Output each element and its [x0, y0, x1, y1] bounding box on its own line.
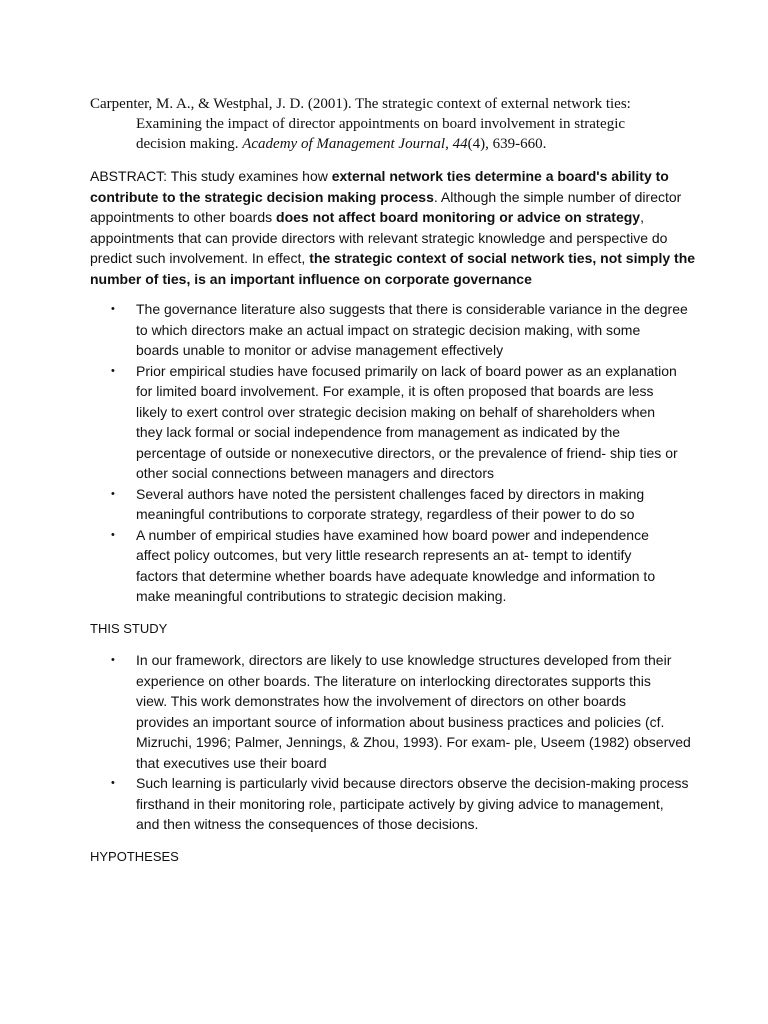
bullet-icon: • [111, 487, 115, 500]
abstract-line [90, 207, 690, 228]
bullet-line: affect policy outcomes, but very little research represents an at- tempt to identify [136, 547, 632, 563]
bullet-line: and then witness the consequences of those decisions. [136, 816, 479, 832]
bullet-icon: • [111, 777, 115, 789]
abstract-line [90, 187, 690, 208]
findings-bullet-list [90, 299, 690, 607]
abstract-emphasis: contribute to the strategic decision making process [90, 188, 434, 205]
bullet-line: percentage of outside or nonexecutive directors, or the prevalence of friend- ship ties or [136, 444, 678, 461]
section-heading-this-study: THIS STUDY [90, 621, 168, 636]
abstract-line [90, 248, 696, 269]
abstract-paragraph [90, 166, 696, 289]
bullet-line: boards unable to monitor or advise management effectively [136, 342, 504, 358]
journal-volume: 44 [452, 136, 468, 152]
bullet-line: factors that determine whether boards have adequate knowledge and information to [136, 567, 656, 584]
abstract-emphasis: does not affect board monitoring or advice on strategy [276, 209, 641, 225]
abstract-emphasis: number of ties, is an important influence on corporate governance [90, 270, 532, 287]
bullet-line: view. This work demonstrates how the involvement of directors on other boards [136, 693, 626, 709]
bullet-line: provides an important source of information about business practices and policies (cf. [136, 713, 665, 730]
abstract-emphasis: the strategic context of social network ties, not simply the [309, 250, 696, 266]
abstract-label: ABSTRACT: [90, 168, 171, 184]
bullet-line: for limited board involvement. For example, it is often proposed that boards are less [136, 383, 654, 399]
bullet-line: The governance literature also suggests that there is considerable variance in the degree [136, 301, 688, 317]
citation-issue-pages: (4), 639-660. [467, 136, 547, 152]
bullet-line: other social connections between managers and directors [136, 465, 494, 481]
abstract-text: . Although the simple number of director [433, 188, 682, 205]
abstract-text: appointments to other boards [90, 209, 277, 225]
bullet-icon: • [111, 528, 115, 541]
bullet-line: firsthand in their monitoring role, participate actively by giving advice to management, [136, 795, 664, 812]
bullet-item [90, 361, 690, 484]
abstract-line [90, 269, 690, 290]
bullet-item [90, 484, 690, 525]
citation-line [90, 134, 680, 154]
bullet-line: Prior empirical studies have focused primarily on lack of board power as an explanation [136, 362, 677, 379]
bullet-line: meaningful contributions to corporate strategy, regardless of their power to do so [136, 506, 635, 522]
bullet-line: that executives use their board [136, 754, 327, 771]
bullet-item [90, 299, 690, 361]
this-study-bullet-list [90, 650, 690, 835]
journal-title: Academy of Management Journal [242, 136, 446, 152]
bullet-line: Such learning is particularly vivid because directors observe the decision-making process [136, 775, 689, 791]
abstract-text: predict such involvement. In effect, [90, 250, 310, 266]
bullet-line: experience on other boards. The literature on interlocking directorates supports this [136, 672, 651, 689]
citation-separator: , [445, 136, 453, 152]
bullet-line: In our framework, directors are likely to use knowledge structures developed from their [136, 652, 672, 668]
bullet-line: make meaningful contributions to strategic decision making. [136, 588, 507, 604]
bullet-icon: • [111, 303, 115, 315]
abstract-text: appointments that can provide directors with relevant strategic knowledge and perspective do [90, 229, 668, 246]
bullet-icon: • [111, 654, 115, 666]
bullet-icon: • [111, 364, 115, 377]
reference-citation [90, 94, 680, 154]
bullet-line: Mizruchi, 1996; Palmer, Jennings, & Zhou, 1993). For exam- ple, Useem (1982) observed [136, 734, 691, 750]
bullet-line: to which directors make an actual impact on strategic decision making, with some [136, 321, 641, 338]
citation-text: decision making. [136, 136, 243, 152]
bullet-item [90, 525, 690, 607]
citation-line: Examining the impact of director appointments on board involvement in strategic [136, 116, 626, 132]
abstract-line [90, 166, 690, 187]
bullet-line: likely to exert control over strategic decision making on behalf of shareholders when [136, 403, 656, 420]
abstract-emphasis: external network ties determine a board's ability to [331, 168, 669, 184]
abstract-text: , [640, 209, 644, 225]
section-heading-hypotheses: HYPOTHESES [90, 849, 179, 864]
bullet-item [90, 773, 690, 835]
bullet-line: A number of empirical studies have examined how board power and independence [136, 526, 649, 543]
citation-line: Carpenter, M. A., & Westphal, J. D. (2001). The strategic context of external network ties: [90, 96, 631, 112]
abstract-line [90, 228, 690, 249]
bullet-item [90, 650, 690, 773]
bullet-line: Several authors have noted the persistent challenges faced by directors in making [136, 485, 645, 502]
bullet-line: they lack formal or social independence from management as indicated by the [136, 424, 621, 440]
abstract-text: This study examines how [170, 168, 332, 184]
